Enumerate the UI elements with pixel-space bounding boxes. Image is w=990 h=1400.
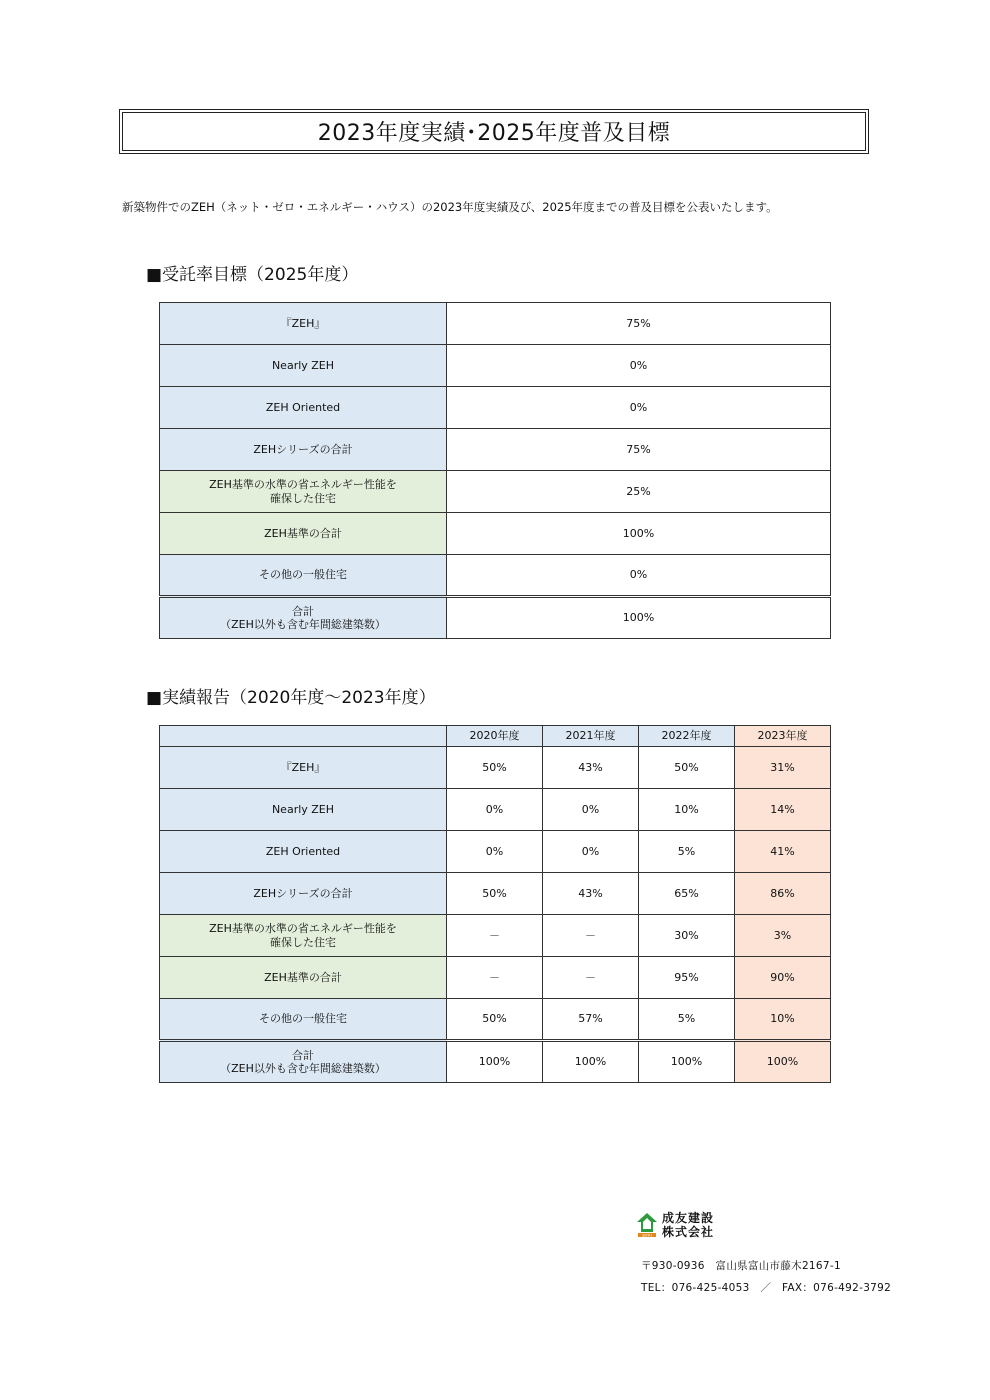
row-label: Nearly ZEH xyxy=(160,789,447,831)
header-blank xyxy=(160,726,447,747)
row-label: 合計 （ZEH以外も含む年間総建築数） xyxy=(160,597,447,639)
row-value: 0% xyxy=(447,387,831,429)
cell-value: － xyxy=(543,915,639,957)
cell-value: 43% xyxy=(543,747,639,789)
table-row xyxy=(160,513,831,555)
row-value: 75% xyxy=(447,303,831,345)
row-label: Nearly ZEH xyxy=(160,345,447,387)
cell-value: 10% xyxy=(639,789,735,831)
company-name: 成友建設 株式会社 xyxy=(662,1211,715,1239)
table-row xyxy=(160,915,831,957)
table-row xyxy=(160,747,831,789)
page-title: 2023年度実績･2025年度普及目標 xyxy=(122,112,866,151)
cell-value: 10% xyxy=(735,999,831,1041)
row-label: ZEHシリーズの合計 xyxy=(160,873,447,915)
cell-value: 14% xyxy=(735,789,831,831)
row-label: 合計 （ZEH以外も含む年間総建築数） xyxy=(160,1041,447,1083)
cell-value: 100% xyxy=(639,1041,735,1083)
row-value: 100% xyxy=(447,513,831,555)
cell-value: － xyxy=(543,957,639,999)
year-header: 2020年度 xyxy=(447,726,543,747)
cell-value: 0% xyxy=(447,831,543,873)
report-table xyxy=(159,725,831,1083)
report-heading: ■実績報告（2020年度～2023年度） xyxy=(146,688,436,708)
table-row xyxy=(160,429,831,471)
cell-value: 30% xyxy=(639,915,735,957)
company-block xyxy=(636,1211,714,1239)
cell-value: 0% xyxy=(543,831,639,873)
cell-value: 86% xyxy=(735,873,831,915)
cell-value: 5% xyxy=(639,831,735,873)
table-row xyxy=(160,303,831,345)
cell-value: 57% xyxy=(543,999,639,1041)
row-value: 75% xyxy=(447,429,831,471)
row-label: ZEH Oriented xyxy=(160,831,447,873)
year-header: 2021年度 xyxy=(543,726,639,747)
cell-value: 95% xyxy=(639,957,735,999)
logo-text: SEIYU xyxy=(642,1233,652,1238)
row-label: ZEH基準の水準の省エネルギー性能を 確保した住宅 xyxy=(160,915,447,957)
row-label: ZEH基準の合計 xyxy=(160,957,447,999)
cell-value: － xyxy=(447,957,543,999)
cell-value: 100% xyxy=(735,1041,831,1083)
row-value: 0% xyxy=(447,345,831,387)
row-label: ZEHシリーズの合計 xyxy=(160,429,447,471)
table-row-total xyxy=(160,1041,831,1083)
table-row-total xyxy=(160,597,831,639)
table-header-row xyxy=(160,726,831,747)
cell-value: 31% xyxy=(735,747,831,789)
row-label: 『ZEH』 xyxy=(160,303,447,345)
table-row xyxy=(160,789,831,831)
cell-value: 50% xyxy=(447,873,543,915)
row-label: ZEH Oriented xyxy=(160,387,447,429)
row-label: ZEH基準の合計 xyxy=(160,513,447,555)
row-label: ZEH基準の水準の省エネルギー性能を 確保した住宅 xyxy=(160,471,447,513)
row-label: その他の一般住宅 xyxy=(160,999,447,1041)
table-row xyxy=(160,873,831,915)
cell-value: 50% xyxy=(447,999,543,1041)
year-header-2023: 2023年度 xyxy=(735,726,831,747)
cell-value: 50% xyxy=(447,747,543,789)
row-value: 0% xyxy=(447,555,831,597)
table-row xyxy=(160,999,831,1041)
row-label: その他の一般住宅 xyxy=(160,555,447,597)
cell-value: 65% xyxy=(639,873,735,915)
cell-value: 90% xyxy=(735,957,831,999)
cell-value: 0% xyxy=(447,789,543,831)
cell-value: 100% xyxy=(543,1041,639,1083)
cell-value: 5% xyxy=(639,999,735,1041)
company-address: 〒930-0936 富山県富山市藤木2167-1 xyxy=(641,1260,841,1272)
company-logo-icon xyxy=(636,1212,658,1238)
title-box xyxy=(119,109,869,154)
target-table xyxy=(159,302,831,639)
cell-value: 41% xyxy=(735,831,831,873)
cell-value: 0% xyxy=(543,789,639,831)
cell-value: － xyxy=(447,915,543,957)
cell-value: 100% xyxy=(447,1041,543,1083)
table-row xyxy=(160,555,831,597)
year-header: 2022年度 xyxy=(639,726,735,747)
table-row xyxy=(160,345,831,387)
cell-value: 3% xyxy=(735,915,831,957)
table-row xyxy=(160,957,831,999)
table-row xyxy=(160,831,831,873)
row-label: 『ZEH』 xyxy=(160,747,447,789)
table-row xyxy=(160,471,831,513)
row-value: 100% xyxy=(447,597,831,639)
target-heading: ■受託率目標（2025年度） xyxy=(146,265,359,285)
company-contact: TEL：076-425-4053 ／ FAX：076-492-3792 xyxy=(641,1282,892,1294)
cell-value: 50% xyxy=(639,747,735,789)
intro-text: 新築物件でのZEH（ネット・ゼロ・エネルギー・ハウス）の2023年度実績及び、2025年度までの普及目標を公表いたします。 xyxy=(122,200,778,214)
table-row xyxy=(160,387,831,429)
row-value: 25% xyxy=(447,471,831,513)
cell-value: 43% xyxy=(543,873,639,915)
